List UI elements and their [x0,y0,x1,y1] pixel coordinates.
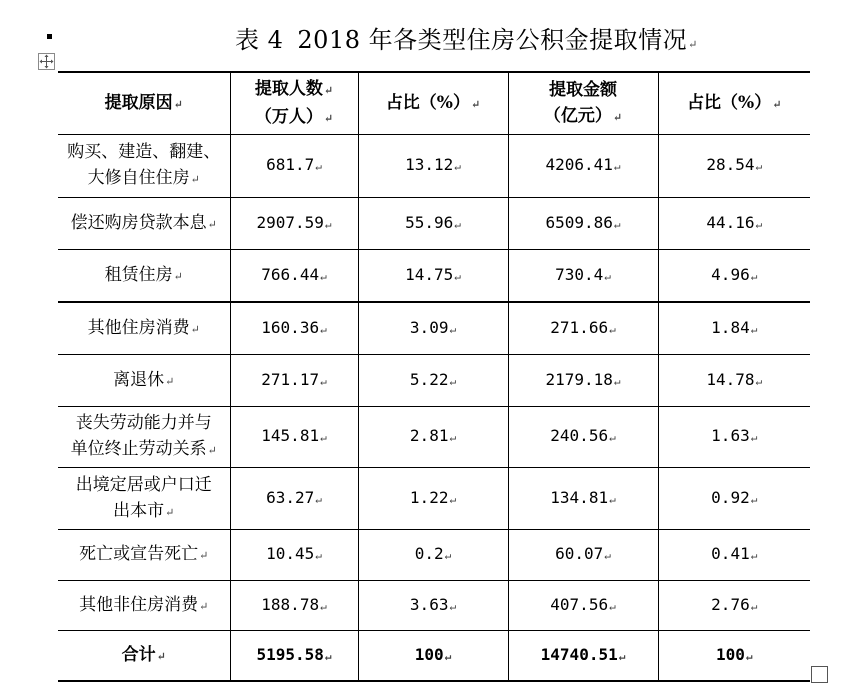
people-cell: 766.44↵ [230,250,358,303]
amount-cell: 6509.86↵ [508,198,658,250]
withdrawal-table [58,71,810,682]
people-cell: 10.45↵ [230,530,358,581]
people-pct-cell: 3.09↵ [358,302,508,355]
table-title-text: 2018 年各类型住房公积金提取情况 [297,26,688,54]
amount-pct-cell: 0.92↵ [658,468,810,530]
people-pct-cell: 55.96↵ [358,198,508,250]
table-row [58,468,810,530]
people-pct-cell: 0.2↵ [358,530,508,581]
amount-cell: 60.07↵ [508,530,658,581]
table-header-row [58,72,810,135]
amount-cell: 730.4↵ [508,250,658,303]
amount-pct-cell: 0.41↵ [658,530,810,581]
reason-cell: 租赁住房↵ [58,250,230,303]
table-move-handle-icon[interactable] [38,53,55,70]
people-cell: 188.78↵ [230,581,358,631]
reason-cell: 离退休↵ [58,355,230,407]
amount-pct-cell: 4.96↵ [658,250,810,303]
people-cell: 63.27↵ [230,468,358,530]
header-cell: 提取人数↵ （万人）↵ [230,72,358,135]
amount-cell: 240.56↵ [508,407,658,468]
table-row [58,407,810,468]
table-total-row [58,631,810,682]
header-cell: 提取金额 （亿元）↵ [508,72,658,135]
people-cell: 271.17↵ [230,355,358,407]
amount-pct-cell: 1.84↵ [658,302,810,355]
people-cell: 2907.59↵ [230,198,358,250]
header-cell: 占比（%）↵ [358,72,508,135]
amount-cell: 4206.41↵ [508,135,658,198]
table-title [235,20,698,55]
reason-cell: 死亡或宣告死亡↵ [58,530,230,581]
table-row [58,250,810,303]
header-cell: 提取原因↵ [58,72,230,135]
total-label-cell: 合计↵ [58,631,230,682]
paragraph-mark-icon: ↵ [688,38,698,51]
people-pct-cell: 14.75↵ [358,250,508,303]
table-row [58,302,810,355]
people-pct-cell: 5.22↵ [358,355,508,407]
people-pct-cell: 3.63↵ [358,581,508,631]
total-people-cell: 5195.58↵ [230,631,358,682]
reason-cell: 购买、建造、翻建、 大修自住住房↵ [58,135,230,198]
table-row [58,135,810,198]
table-row [58,355,810,407]
total-amount-cell: 14740.51↵ [508,631,658,682]
amount-pct-cell: 44.16↵ [658,198,810,250]
table-row [58,530,810,581]
amount-cell: 134.81↵ [508,468,658,530]
amount-pct-cell: 1.63↵ [658,407,810,468]
amount-pct-cell: 14.78↵ [658,355,810,407]
people-cell: 145.81↵ [230,407,358,468]
amount-cell: 407.56↵ [508,581,658,631]
people-cell: 681.7↵ [230,135,358,198]
amount-pct-cell: 28.54↵ [658,135,810,198]
reason-cell: 丧失劳动能力并与 单位终止劳动关系↵ [58,407,230,468]
people-pct-cell: 1.22↵ [358,468,508,530]
table-label: 表 4 [235,26,284,54]
reason-cell: 其他非住房消费↵ [58,581,230,631]
table-row [58,198,810,250]
header-cell: 占比（%）↵ [658,72,810,135]
total-people-pct-cell: 100↵ [358,631,508,682]
amount-cell: 2179.18↵ [508,355,658,407]
table-resize-handle[interactable] [811,666,828,683]
paragraph-bullet-mark [47,34,52,39]
amount-pct-cell: 2.76↵ [658,581,810,631]
reason-cell: 其他住房消费↵ [58,302,230,355]
people-cell: 160.36↵ [230,302,358,355]
people-pct-cell: 13.12↵ [358,135,508,198]
reason-cell: 偿还购房贷款本息↵ [58,198,230,250]
total-amount-pct-cell: 100↵ [658,631,810,682]
people-pct-cell: 2.81↵ [358,407,508,468]
table-row [58,581,810,631]
amount-cell: 271.66↵ [508,302,658,355]
reason-cell: 出境定居或户口迁 出本市↵ [58,468,230,530]
